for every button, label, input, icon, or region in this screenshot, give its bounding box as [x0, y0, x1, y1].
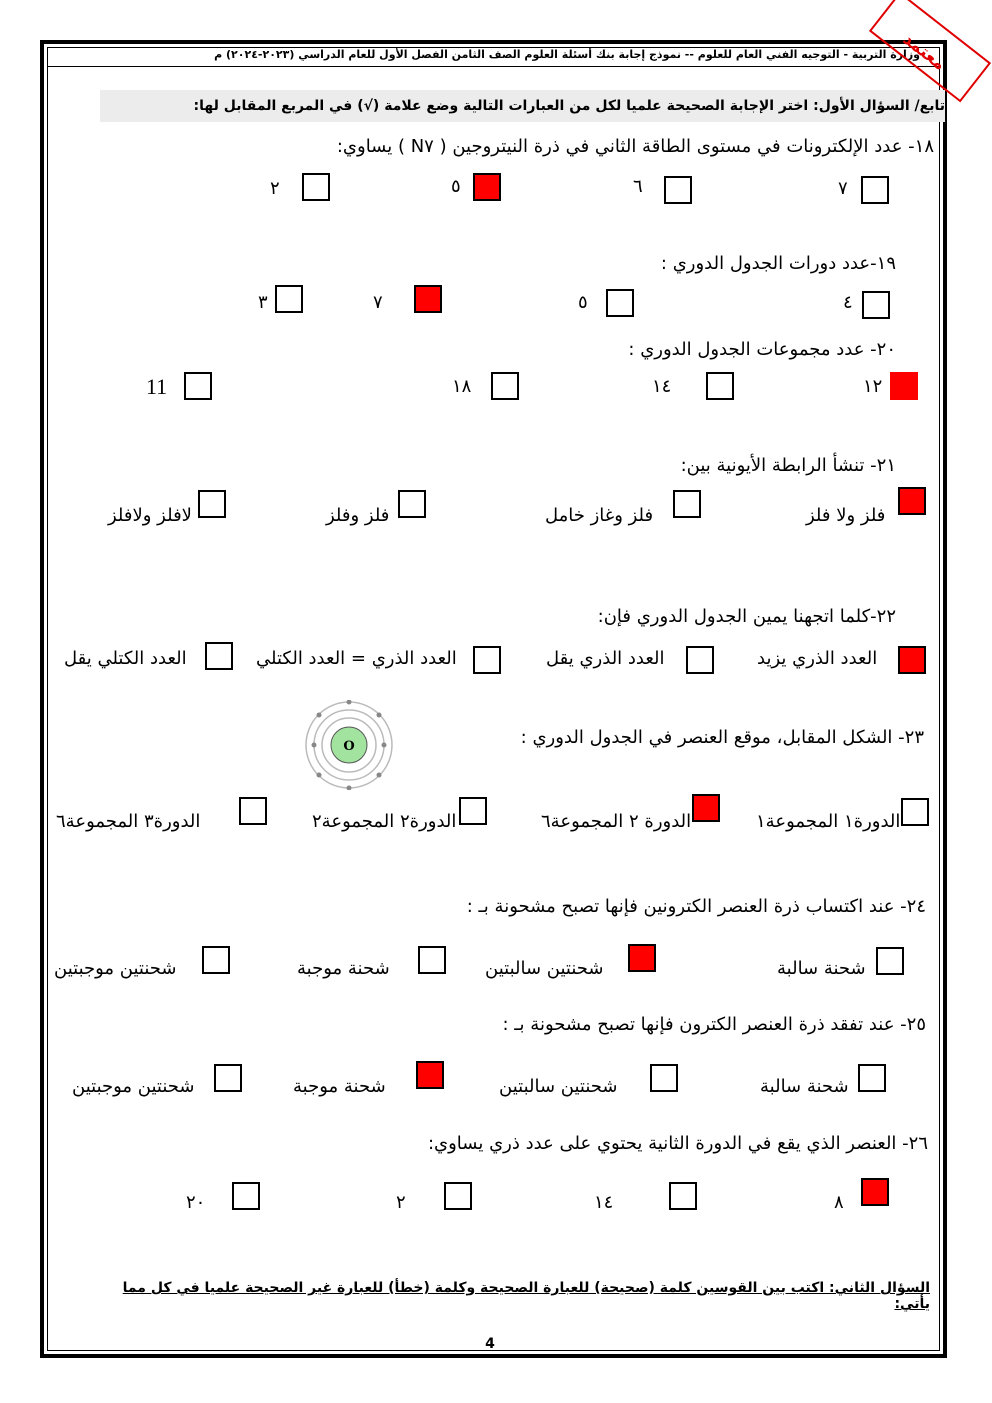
q24-checkbox-3[interactable]	[418, 946, 446, 974]
q23-checkbox-2[interactable]	[692, 794, 720, 822]
q20-checkbox-1[interactable]	[890, 372, 918, 400]
q18-option-1: ٧	[838, 178, 848, 199]
q21-option-4: لافلز ولافلز	[108, 505, 192, 526]
q20-checkbox-3[interactable]	[491, 372, 519, 400]
q20-option-1: ١٢	[863, 376, 883, 397]
q20-checkbox-4[interactable]	[184, 372, 212, 400]
q21-option-1: فلز ولا فلز	[806, 505, 886, 526]
q18-checkbox-3[interactable]	[473, 173, 501, 201]
q24-checkbox-1[interactable]	[876, 947, 904, 975]
q24-option-4: شحنتين موجبتين	[54, 958, 177, 979]
section-one-title: تابع/ السؤال الأول: اختر الإجابة الصحيحة علميا لكل من العبارات التالية وضع علامة (√) في المربع المقابل لها:	[100, 90, 945, 122]
q26-checkbox-3[interactable]	[444, 1182, 472, 1210]
q25-option-2: شحنتين سالبتين	[499, 1076, 618, 1097]
q19-option-4: ٣	[258, 292, 268, 313]
oxygen-atom-diagram	[303, 700, 395, 790]
question-26: ٢٦- العنصر الذي يقع في الدورة الثانية يحتوي على عدد ذري يساوي:	[427, 1133, 928, 1154]
q25-checkbox-1[interactable]	[858, 1064, 886, 1092]
q24-option-1: شحنة سالبة	[777, 958, 866, 979]
q18-checkbox-2[interactable]	[664, 176, 692, 204]
q18-option-4: ٢	[270, 178, 280, 199]
atom-symbol: O	[343, 739, 355, 754]
q25-checkbox-3[interactable]	[416, 1061, 444, 1089]
q26-checkbox-1[interactable]	[861, 1178, 889, 1206]
q24-checkbox-2[interactable]	[628, 944, 656, 972]
q21-checkbox-3[interactable]	[398, 490, 426, 518]
q23-checkbox-3[interactable]	[459, 797, 487, 825]
q24-option-3: شحنة موجبة	[297, 958, 390, 979]
q23-checkbox-1[interactable]	[901, 798, 929, 826]
q21-checkbox-2[interactable]	[673, 490, 701, 518]
section-two-title: السؤال الثاني: اكتب بين القوسين كلمة (صحيحة) للعبارة الصحيحة وكلمة (خطأ) للعبارة غير الصحيحة علميا في كل مما يأتي:	[122, 1280, 930, 1312]
question-19: ١٩-عدد دورات الجدول الدوري :	[660, 253, 896, 274]
question-18: ١٨- عدد الإلكترونات في مستوى الطاقة الثاني في ذرة النيتروجين ( N٧ ) يساوي:	[336, 136, 934, 157]
q22-option-1: العدد الذري يزيد	[757, 648, 878, 669]
question-22: ٢٢-كلما اتجهنا يمين الجدول الدوري فإن:	[597, 606, 896, 627]
q18-checkbox-1[interactable]	[861, 176, 889, 204]
q22-checkbox-3[interactable]	[473, 646, 501, 674]
q19-checkbox-1[interactable]	[862, 291, 890, 319]
q21-checkbox-4[interactable]	[198, 490, 226, 518]
approval-stamp-text: معتمد	[898, 29, 950, 75]
q25-checkbox-2[interactable]	[650, 1064, 678, 1092]
q25-option-3: شحنة موجبة	[293, 1076, 386, 1097]
q23-option-1: الدورة١ المجموعة١	[756, 811, 901, 832]
q22-checkbox-2[interactable]	[686, 646, 714, 674]
q23-option-2: الدورة ٢ المجموعة٦	[541, 811, 692, 832]
q23-checkbox-4[interactable]	[239, 797, 267, 825]
q19-option-3: ٧	[373, 292, 383, 313]
page-header: وزارة التربية - التوجيه الفني العام للعلوم -- نموذج إجابة بنك أسئلة العلوم الصف الثامن الفصل الأول للعام الدراسي (٢٠٢٣-٢٠٢٤) م	[214, 48, 920, 61]
q19-option-2: ٥	[578, 292, 588, 313]
q26-option-3: ٢	[396, 1192, 406, 1213]
q21-option-3: فلز وفلز	[326, 505, 390, 526]
q22-option-2: العدد الذري يقل	[546, 648, 665, 669]
q22-checkbox-1[interactable]	[898, 646, 926, 674]
question-25: ٢٥- عند تفقد ذرة العنصر الكترون فإنها تصبح مشحونة بـ :	[502, 1014, 926, 1035]
q19-checkbox-3[interactable]	[414, 285, 442, 313]
q26-checkbox-2[interactable]	[669, 1182, 697, 1210]
q20-option-2: ١٤	[652, 376, 672, 397]
q26-option-2: ١٤	[594, 1192, 614, 1213]
question-24: ٢٤- عند اكتساب ذرة العنصر الكترونين فإنها تصبح مشحونة بـ :	[466, 896, 926, 917]
q25-checkbox-4[interactable]	[214, 1064, 242, 1092]
question-20: ٢٠- عدد مجموعات الجدول الدوري :	[628, 339, 896, 360]
q22-option-3: العدد الذري = العدد الكتلي	[256, 648, 457, 669]
q23-option-3: الدورة٢ المجموعة٢	[312, 811, 457, 832]
q18-option-2: ٦	[633, 176, 643, 197]
question-23: ٢٣- الشكل المقابل، موقع العنصر في الجدول الدوري :	[520, 727, 924, 748]
q19-checkbox-2[interactable]	[606, 289, 634, 317]
header-divider	[47, 66, 940, 67]
q25-option-4: شحنتين موجبتين	[72, 1076, 195, 1097]
q20-checkbox-2[interactable]	[706, 372, 734, 400]
q22-checkbox-4[interactable]	[205, 642, 233, 670]
q26-checkbox-4[interactable]	[232, 1182, 260, 1210]
q21-option-2: فلز وغاز خامل	[545, 505, 654, 526]
page-number: 4	[485, 1336, 495, 1352]
q20-option-3: ١٨	[452, 376, 472, 397]
q18-checkbox-4[interactable]	[302, 173, 330, 201]
q18-option-3: ٥	[451, 176, 461, 197]
q21-checkbox-1[interactable]	[898, 487, 926, 515]
q24-option-2: شحنتين سالبتين	[485, 958, 604, 979]
q26-option-4: ٢٠	[186, 1192, 206, 1213]
q19-option-1: ٤	[843, 292, 853, 313]
q25-option-1: شحنة سالبة	[760, 1076, 849, 1097]
page-inner-border	[47, 47, 940, 1351]
q24-checkbox-4[interactable]	[202, 946, 230, 974]
q26-option-1: ٨	[834, 1192, 844, 1213]
question-21: ٢١- تنشأ الرابطة الأيونية بين:	[680, 455, 896, 476]
q19-checkbox-4[interactable]	[275, 285, 303, 313]
q23-option-4: الدورة٣ المجموعة٦	[56, 811, 201, 832]
q22-option-4: العدد الكتلي يقل	[64, 648, 187, 669]
q20-option-4: 11	[146, 374, 168, 399]
